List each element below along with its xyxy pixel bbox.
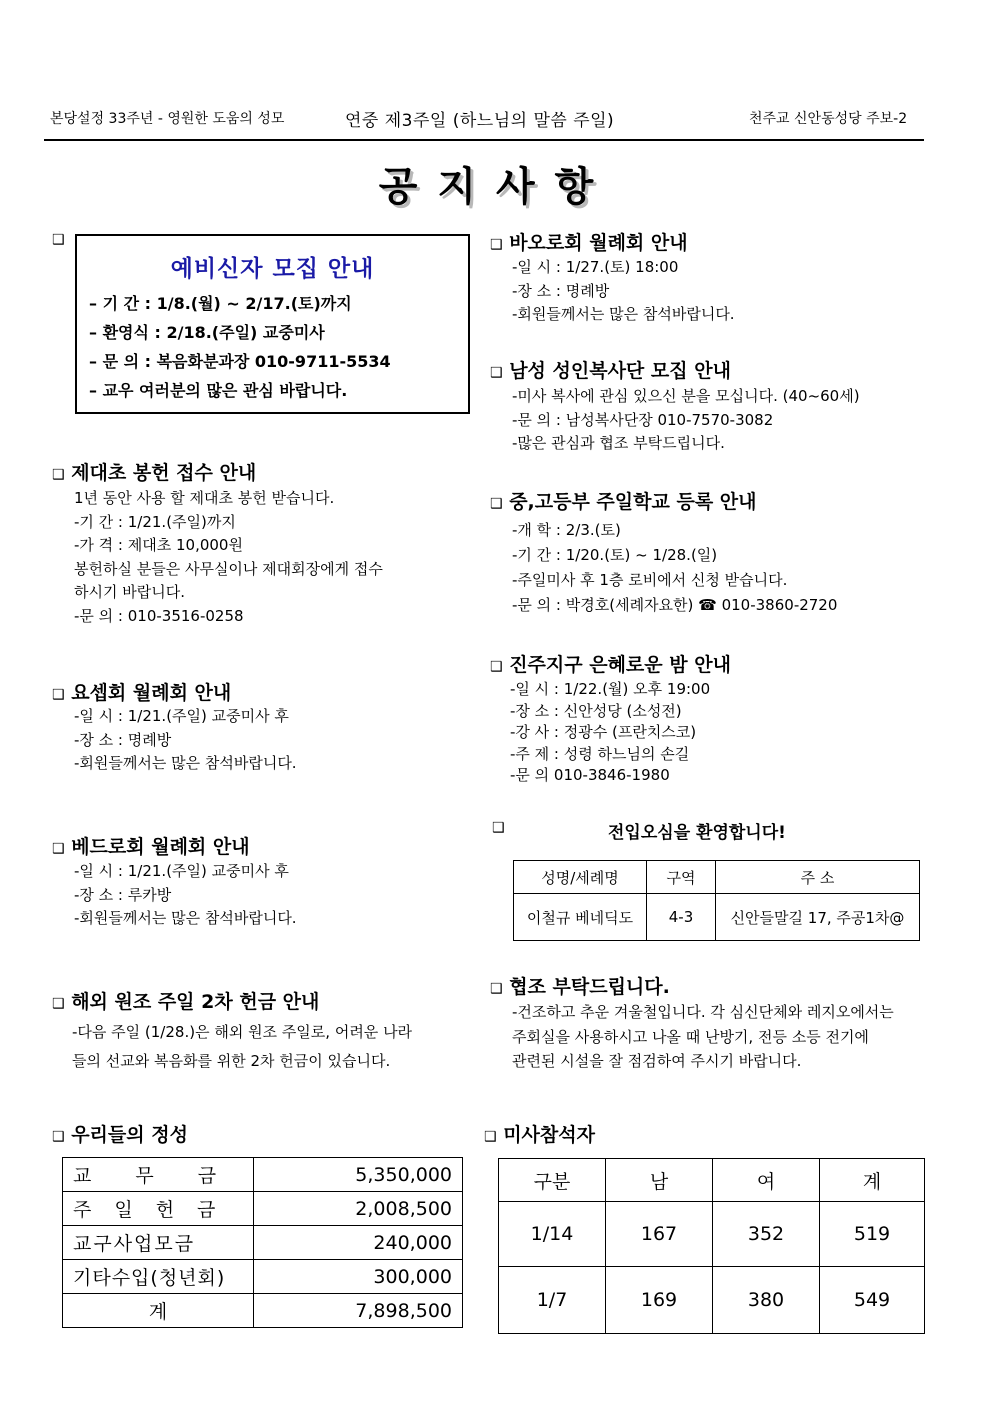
joseph-line: -회원들께서는 많은 참석바랍니다.: [74, 754, 297, 772]
mass-heading: [484, 1120, 595, 1147]
candle-line: -문 의 : 010-3516-0258: [74, 606, 244, 625]
peter-title: 베드로회 월례회 안내: [71, 836, 250, 858]
school-line: -문 의 : 박경호(세례자요한) ☎ 010-3860-2720: [512, 596, 838, 614]
recruit-title: 예비신자 모집 안내: [170, 256, 375, 282]
welcome-row: [514, 894, 920, 941]
checkbox-icon: ❑: [490, 981, 503, 997]
offering-label: 주 일 헌 금: [63, 1192, 254, 1226]
offering-amount: 240,000: [254, 1226, 463, 1260]
mass-cell: 1/7: [499, 1267, 606, 1334]
overseas-heading: [52, 987, 319, 1014]
recruit-notice-box: [75, 234, 470, 414]
welcome-cell: 이철규 베네딕도: [514, 894, 647, 941]
page-title: 공지사항: [378, 164, 614, 210]
welcome-header-cell: 구역: [647, 861, 716, 894]
candle-line: 하시기 바랍니다.: [74, 583, 185, 601]
peter-line: -장 소 : 루카방: [74, 885, 172, 904]
offering-label: 교 무 금: [63, 1158, 254, 1192]
welcome-table: [513, 860, 920, 941]
offering-amount: 300,000: [254, 1260, 463, 1294]
candle-line: -기 간 : 1/21.(주일)까지: [74, 512, 236, 531]
paul-heading: [490, 228, 688, 255]
altar-title: 남성 성인복사단 모집 안내: [509, 360, 731, 382]
welcome-cell: 4-3: [647, 894, 716, 941]
altar-body: [512, 385, 860, 456]
mass-cell: 380: [713, 1267, 820, 1334]
offering-row: [63, 1226, 463, 1260]
peter-line: -일 시 : 1/21.(주일) 교중미사 후: [74, 862, 289, 880]
offering-label: 기타수입(청년회): [63, 1260, 254, 1294]
paul-line: -일 시 : 1/27.(토) 18:00: [512, 258, 679, 276]
mass-header-cell: 남: [606, 1159, 713, 1202]
mass-cell: 1/14: [499, 1202, 606, 1267]
mass-title: 미사참석자: [503, 1124, 595, 1146]
welcome-title: 전입오심을 환영합니다!: [608, 823, 786, 843]
joseph-title: 요셉회 월례회 안내: [71, 682, 232, 704]
paul-line: -회원들께서는 많은 참석바랍니다.: [512, 305, 735, 323]
candle-heading: [52, 458, 256, 485]
checkbox-icon: ❑: [52, 687, 65, 703]
overseas-body: [72, 1018, 412, 1076]
grace-line: -문 의 010-3846-1980: [510, 766, 670, 784]
candle-body: [74, 487, 383, 628]
offering-total-label: 계: [63, 1294, 254, 1328]
altar-heading: [490, 356, 731, 383]
offering-total-amount: 7,898,500: [254, 1294, 463, 1328]
grace-line: -장 소 : 신안성당 (소성전): [510, 701, 682, 720]
checkbox-icon: ❑: [52, 1129, 65, 1145]
overseas-title: 해외 원조 주일 2차 헌금 안내: [71, 991, 320, 1013]
mass-row: [499, 1202, 925, 1267]
joseph-heading: [52, 678, 231, 705]
checkbox-icon: ❑: [52, 996, 65, 1012]
checkbox-icon: ❑: [484, 1129, 497, 1145]
school-title: 중,고등부 주일학교 등록 안내: [509, 491, 757, 513]
offering-amount: 5,350,000: [254, 1158, 463, 1192]
offering-amount: 2,008,500: [254, 1192, 463, 1226]
grace-line: -강 사 : 정광수 (프란치스코): [510, 723, 697, 741]
coop-heading: [490, 972, 670, 999]
coop-title: 협조 부탁드립니다.: [509, 976, 670, 998]
checkbox-icon: ❑: [490, 365, 503, 381]
header-right: 천주교 신안동성당 주보-2: [749, 111, 908, 127]
offering-heading: [52, 1120, 188, 1147]
mass-cell: 169: [606, 1267, 713, 1334]
recruit-line: – 환영식 : 2/18.(주일) 교중미사: [89, 323, 325, 342]
paul-title: 바오로회 월례회 안내: [509, 232, 688, 254]
coop-line: -건조하고 추운 겨울철입니다. 각 심신단체와 레지오에서는: [512, 1003, 894, 1021]
school-line: -개 학 : 2/3.(토): [512, 521, 621, 539]
grace-body: [510, 679, 710, 787]
offering-row: [63, 1158, 463, 1192]
mass-cell: 167: [606, 1202, 713, 1267]
school-heading: [490, 487, 757, 514]
checkbox-icon: ❑: [490, 659, 503, 675]
mass-table: [498, 1158, 925, 1334]
candle-line: 봉헌하실 분들은 사무실이나 제대회장에게 접수: [74, 559, 383, 578]
candle-title: 제대초 봉헌 접수 안내: [71, 462, 257, 484]
mass-row: [499, 1267, 925, 1334]
offering-row: [63, 1192, 463, 1226]
grace-heading: [490, 650, 731, 677]
joseph-body: [74, 705, 297, 776]
welcome-cell: 신안들말길 17, 주공1차@: [716, 894, 920, 941]
checkbox-icon: ❑: [490, 496, 503, 512]
checkbox-icon: ❑: [52, 841, 65, 857]
paul-line: -장 소 : 명례방: [512, 281, 610, 300]
overseas-line: 들의 선교와 복음화를 위한 2차 헌금이 있습니다.: [72, 1052, 391, 1070]
school-line: -기 간 : 1/20.(토) ~ 1/28.(일): [512, 546, 718, 564]
offering-title: 우리들의 정성: [71, 1124, 188, 1146]
mass-header-cell: 구분: [499, 1159, 606, 1202]
coop-line: 관련된 시설을 잘 점검하여 주시기 바랍니다.: [512, 1052, 802, 1070]
candle-line: 1년 동안 사용 할 제대초 봉헌 받습니다.: [74, 489, 335, 507]
peter-heading: [52, 832, 250, 859]
checkbox-icon: ❑: [492, 820, 505, 836]
offering-total-row: [63, 1294, 463, 1328]
offering-row: [63, 1260, 463, 1294]
header-left: 본당설정 33주년 - 영원한 도움의 성모: [50, 111, 285, 127]
welcome-header-cell: 성명/세례명: [514, 861, 647, 894]
header-divider: [44, 139, 924, 141]
peter-body: [74, 860, 297, 931]
recruit-line: – 문 의 : 복음화분과장 010-9711-5534: [89, 352, 391, 371]
mass-header-cell: 계: [820, 1159, 925, 1202]
mass-header-row: [499, 1159, 925, 1202]
grace-line: -주 제 : 성령 하느님의 손길: [510, 744, 690, 763]
checkbox-icon: ❑: [52, 232, 65, 248]
school-body: [512, 518, 837, 618]
altar-line: -문 의 : 남성복사단장 010-7570-3082: [512, 410, 774, 429]
mass-header-cell: 여: [713, 1159, 820, 1202]
header-center: 연중 제3주일 (하느님의 말씀 주일): [345, 111, 615, 131]
grace-line: -일 시 : 1/22.(월) 오후 19:00: [510, 680, 711, 698]
paul-body: [512, 256, 735, 327]
joseph-line: -일 시 : 1/21.(주일) 교중미사 후: [74, 707, 289, 725]
mass-cell: 549: [820, 1267, 925, 1334]
checkbox-icon: ❑: [490, 237, 503, 253]
recruit-line: – 교우 여러분의 많은 관심 바랍니다.: [89, 381, 348, 400]
school-line: -주일미사 후 1층 로비에서 신청 받습니다.: [512, 571, 788, 589]
recruit-line: – 기 간 : 1/8.(월) ~ 2/17.(토)까지: [89, 294, 352, 313]
mass-cell: 519: [820, 1202, 925, 1267]
mass-cell: 352: [713, 1202, 820, 1267]
welcome-header-cell: 주 소: [716, 861, 920, 894]
peter-line: -회원들께서는 많은 참석바랍니다.: [74, 909, 297, 927]
candle-line: -가 격 : 제대초 10,000원: [74, 536, 243, 554]
offering-table: [62, 1157, 463, 1328]
grace-title: 진주지구 은혜로운 밤 안내: [509, 654, 731, 676]
welcome-header-row: [514, 861, 920, 894]
coop-line: 주회실을 사용하시고 나올 때 난방기, 전등 소등 전기에: [512, 1027, 869, 1046]
offering-label: 교구사업모금: [63, 1226, 254, 1260]
checkbox-icon: ❑: [52, 467, 65, 483]
coop-body: [512, 1000, 894, 1074]
altar-line: -미사 복사에 관심 있으신 분을 모십니다. (40~60세): [512, 387, 860, 405]
overseas-line: -다음 주일 (1/28.)은 해외 원조 주일로, 어려운 나라: [72, 1023, 413, 1041]
joseph-line: -장 소 : 명례방: [74, 730, 172, 749]
altar-line: -많은 관심과 협조 부탁드립니다.: [512, 434, 725, 452]
